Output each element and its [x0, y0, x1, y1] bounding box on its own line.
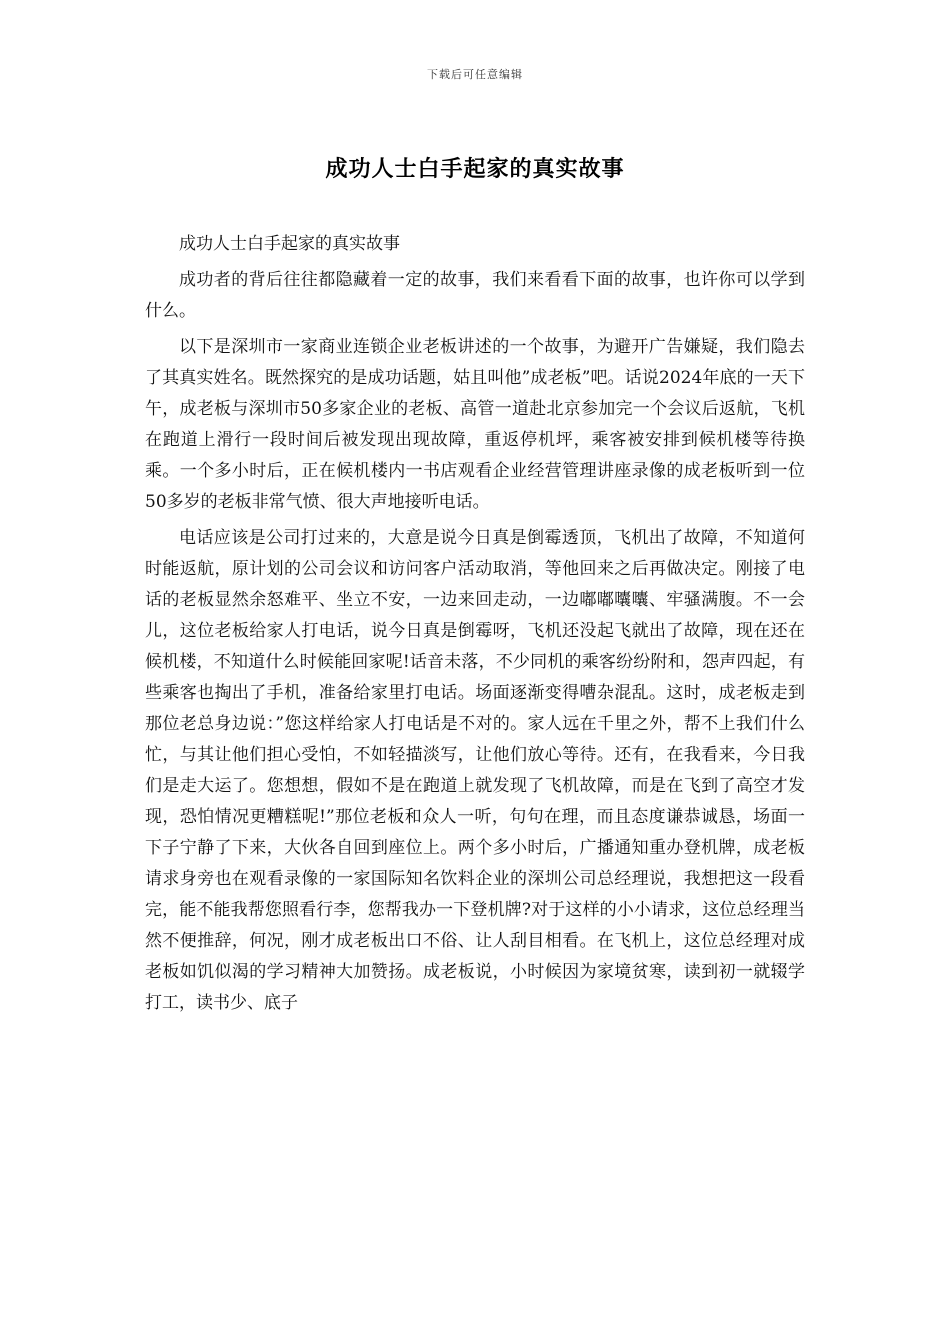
- paragraph-subtitle: 成功人士白手起家的真实故事: [179, 234, 400, 254]
- document-body: [145, 229, 805, 1019]
- paragraph-intro: 成功者的背后往往都隐藏着一定的故事，我们来看看下面的故事，也许你可以学到什么。: [145, 270, 805, 321]
- paragraph-story-phone-call: 电话应该是公司打过来的，大意是说今日真是倒霉透顶，飞机出了故障，不知道何时能返航，原计划的公司会议和访问客户活动取消，等他回来之后再做决定。刚接了电话的老板显然余怒难平、坐立不安，一边来回走动，一边嘟嘟囔囔、牢骚满腹。不一会儿，这位老板给家人打电话，说今日真是倒霉呀，飞机还没起飞就出了故障，现在还在候机楼，不知道什么时候能回家呢!话音未落，不少同机的乘客纷纷附和，怨声四起，有些乘客也掏出了手机，准备给家里打电话。场面逐渐变得嘈杂混乱。这时，成老板走到那位老总身边说：”您这样给家人打电话是不对的。家人远在千里之外，帮不上我们什么忙，与其让他们担心受怕，不如轻描淡写，让他们放心等待。还有，在我看来，今日我们是走大运了。您想想，假如不是在跑道上就发现了飞机故障，而是在飞到了高空才发现，恐怕情况更糟糕呢!”那位老板和众人一听，句句在理，而且态度谦恭诚恳，场面一下子宁静了下来，大伙各自回到座位上。两个多小时后，广播通知重办登机牌，成老板请求身旁也在观看录像的一家国际知名饮料企业的深圳公司总经理说，我想把这一段看完，能不能我帮您照看行李，您帮我办一下登机牌?对于这样的小小请求，这位总经理当然不便推辞，何况，刚才成老板出口不俗、让人刮目相看。在飞机上，这位总经理对成老板如饥似渴的学习精神大加赞扬。成老板说，小时候因为家境贫寒，读到初一就辍学打工，读书少、底子: [145, 528, 805, 1013]
- header-note: 下载后可任意编辑: [427, 68, 523, 81]
- document-title: 成功人士白手起家的真实故事: [325, 156, 625, 182]
- paragraph-story-setup: 以下是深圳市一家商业连锁企业老板讲述的一个故事，为避开广告嫌疑，我们隐去了其真实姓名。既然探究的是成功话题，姑且叫他”成老板”吧。话说2024年底的一天下午，成老板与深圳市50多家企业的老板、高管一道赴北京参加完一个会议后返航，飞机在跑道上滑行一段时间后被发现出现故障，重返停机坪，乘客被安排到候机楼等待换乘。一个多小时后，正在候机楼内一书店观看企业经营管理讲座录像的成老板听到一位50多岁的老板非常气愤、很大声地接听电话。: [145, 337, 805, 512]
